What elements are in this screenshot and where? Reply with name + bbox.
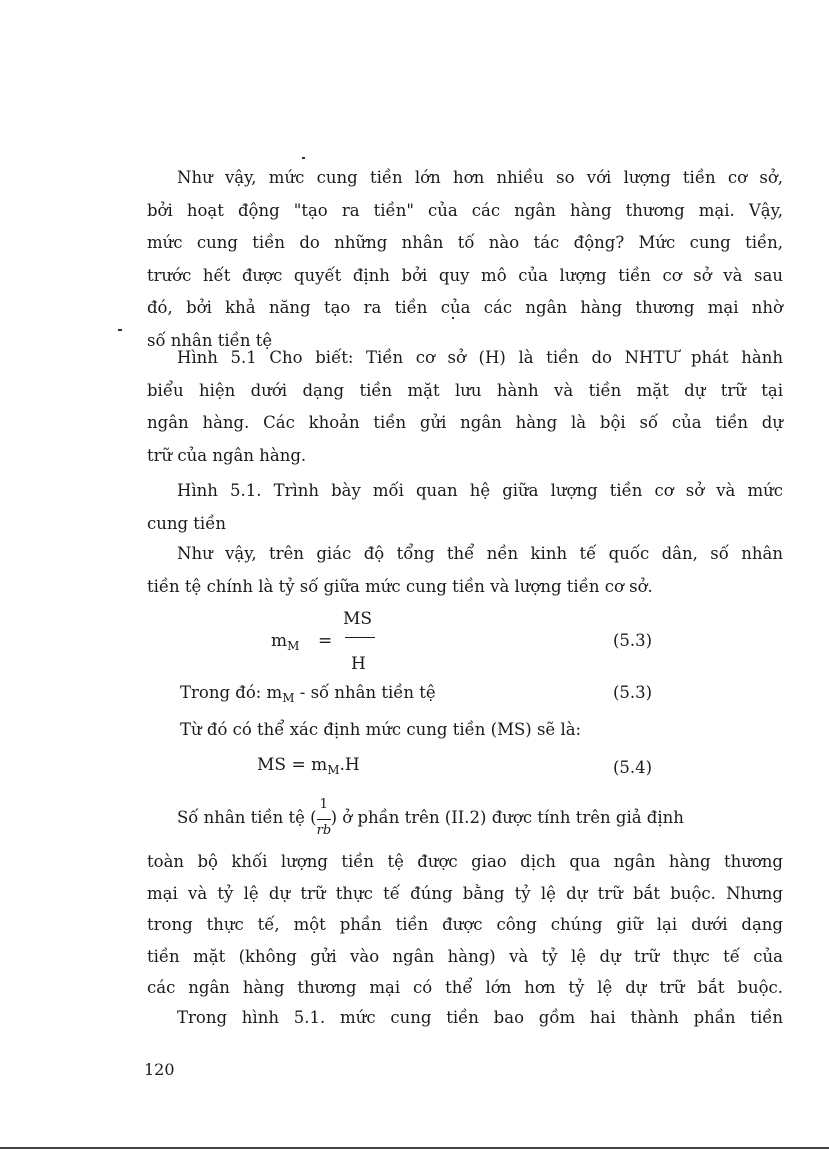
- eq-equals: =: [318, 631, 333, 651]
- fraction-bar: [345, 637, 375, 638]
- eq-numerator: MS: [343, 609, 373, 629]
- paragraph-3: [147, 475, 783, 540]
- equation-number: (5.4): [613, 758, 653, 777]
- scan-speck: [302, 157, 305, 159]
- text-line: Như vậy, trên giác độ tổng thể nền kinh tế quốc dân, số nhân: [177, 544, 783, 563]
- paragraph-1: [147, 162, 783, 357]
- inline-fraction: $\frac{1}{rb}$: [316, 796, 332, 838]
- paragraph-4: [147, 538, 783, 603]
- scan-border: [0, 1147, 829, 1149]
- paragraph-2: [147, 342, 783, 472]
- text-line: cung tiền: [147, 513, 226, 533]
- text-line: trước hết được quyết định bởi quy mô của lượng tiền cơ sở và sau: [147, 265, 783, 285]
- text-line: mại và tỷ lệ dự trữ thực tế đúng bằng tỷ lệ dự trữ bắt buộc. Nhưng: [147, 883, 783, 903]
- text-line: đó, bởi khả năng tạo ra tiền của các ngân hàng thương mại nhờ: [147, 298, 783, 317]
- eq-denominator: H: [351, 654, 366, 674]
- definition-line: Trong đó: $m_M$ - số nhân tiền tệ: [180, 683, 436, 705]
- intro-line: Từ đó có thể xác định mức cung tiền (MS) sẽ là:: [180, 720, 582, 739]
- text-line: mức cung tiền do những nhân tố nào tác động? Mức cung tiền,: [147, 233, 783, 252]
- text-line: tiền mặt (không gửi vào ngân hàng) và tỷ lệ dự trữ thực tế của: [147, 946, 783, 966]
- paragraph-5-lead: Số nhân tiền tệ ( $\frac{1}{rb}$ ) ở phần trên (II.2) được tính trên giả định: [177, 796, 684, 838]
- text-line: các ngân hàng thương mại có thể lớn hơn tỷ lệ dự trữ bắt buộc.: [147, 978, 783, 997]
- text-line: trữ của ngân hàng.: [147, 445, 307, 465]
- text-line: biểu hiện dưới dạng tiền mặt lưu hành và tiền mặt dự trữ tại: [147, 380, 783, 400]
- eq-lhs: $m_M$: [271, 631, 300, 653]
- text-line: toàn bộ khối lượng tiền tệ được giao dịch qua ngân hàng thương: [147, 852, 783, 871]
- text-line: tiền tệ chính là tỷ số giữa mức cung tiền và lượng tiền cơ sở.: [147, 576, 653, 596]
- equation-number: (5.3): [613, 683, 653, 702]
- text-line: bởi hoạt động "tạo ra tiền" của các ngân hàng thương mại. Vậy,: [147, 200, 783, 220]
- paragraph-5: [147, 846, 783, 1004]
- text-line: số nhân tiền tệ: [147, 330, 273, 350]
- text-line: trong thực tế, một phần tiền được công chúng giữ lại dưới dạng: [147, 915, 783, 934]
- text-line: Trong hình 5.1. mức cung tiền bao gồm hai thành phần tiền: [177, 1008, 783, 1027]
- equation-number: (5.3): [613, 631, 653, 650]
- scan-speck: [118, 329, 122, 331]
- text-line: Hình 5.1. Trình bày mối quan hệ giữa lượng tiền cơ sở và mức: [177, 481, 783, 500]
- text-line: ngân hàng. Các khoản tiền gửi ngân hàng là bội số của tiền dự: [147, 413, 783, 432]
- paragraph-6: [147, 1002, 783, 1035]
- text-line: Hình 5.1 Cho biết: Tiền cơ sở (H) là tiền do NHTƯ phát hành: [177, 348, 783, 367]
- page-number: 120: [144, 1060, 175, 1079]
- equation-5-4: MS = $m_M.H$: [257, 755, 360, 777]
- text-line: Như vậy, mức cung tiền lớn hơn nhiều so với lượng tiền cơ sở,: [177, 168, 783, 187]
